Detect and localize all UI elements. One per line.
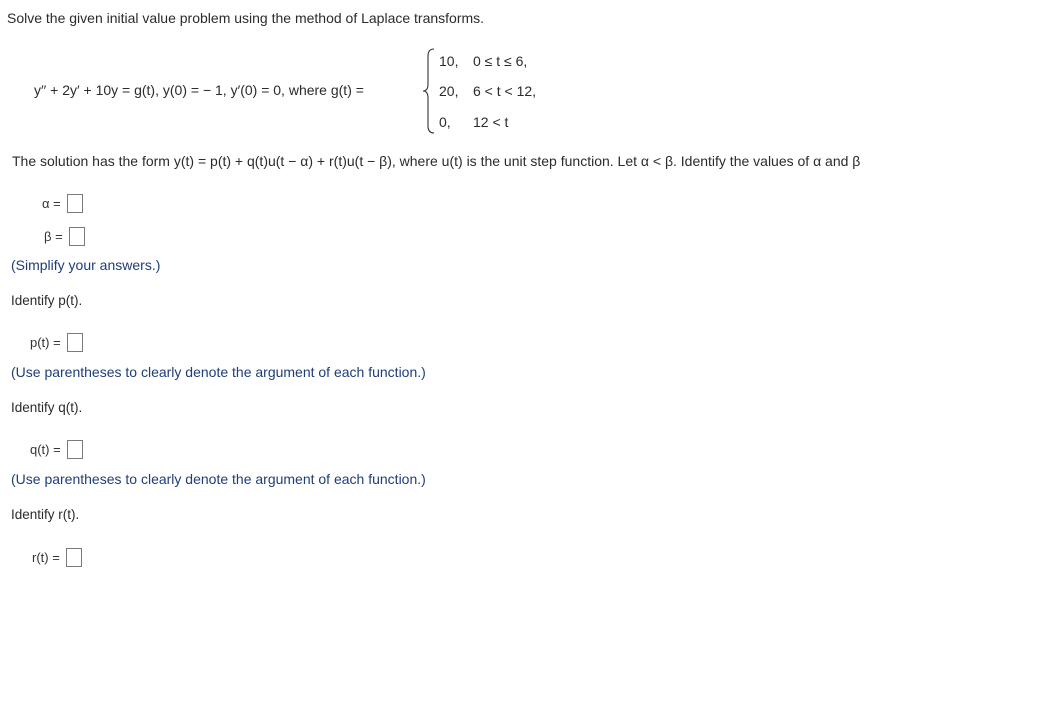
alpha-answer-row [42,194,83,213]
left-brace-icon [422,48,436,134]
r-input[interactable] [66,548,82,567]
simplify-hint: (Simplify your answers.) [11,257,161,273]
case-condition: 12 < t [473,114,509,130]
beta-input[interactable] [69,227,85,246]
differential-equation: y′′ + 2y′ + 10y = g(t), y(0) = − 1, y′(0) = 0, where g(t) = [34,82,364,98]
case-value: 20, [439,83,459,99]
case-value: 10, [439,53,459,69]
q-input[interactable] [67,440,83,459]
r-label: r(t) = [32,550,60,565]
r-answer-row [32,548,82,567]
p-input[interactable] [67,333,83,352]
identify-r-prompt: Identify r(t). [11,507,80,522]
q-answer-row [30,440,83,459]
identify-p-prompt: Identify p(t). [11,293,83,308]
instruction-text: Solve the given initial value problem using the method of Laplace transforms. [7,10,485,26]
solution-form-text: The solution has the form y(t) = p(t) + q(t)u(t − α) + r(t)u(t − β), where u(t) is the unit step function. Let α < β. Identify the values of α and β [12,153,861,169]
alpha-input[interactable] [67,194,83,213]
identify-q-prompt: Identify q(t). [11,400,83,415]
p-label: p(t) = [30,335,61,350]
q-label: q(t) = [30,442,61,457]
alpha-label: α = [42,196,61,211]
piecewise-case-3 [439,114,508,130]
case-value: 0, [439,114,451,130]
parentheses-hint-2: (Use parentheses to clearly denote the argument of each function.) [11,471,426,487]
case-condition: 0 ≤ t ≤ 6, [473,53,528,69]
piecewise-case-2 [439,83,536,99]
piecewise-case-1 [439,53,527,69]
p-answer-row [30,333,83,352]
beta-answer-row [44,227,85,246]
beta-label: β = [44,229,63,244]
case-condition: 6 < t < 12, [473,83,537,99]
parentheses-hint-1: (Use parentheses to clearly denote the argument of each function.) [11,364,426,380]
